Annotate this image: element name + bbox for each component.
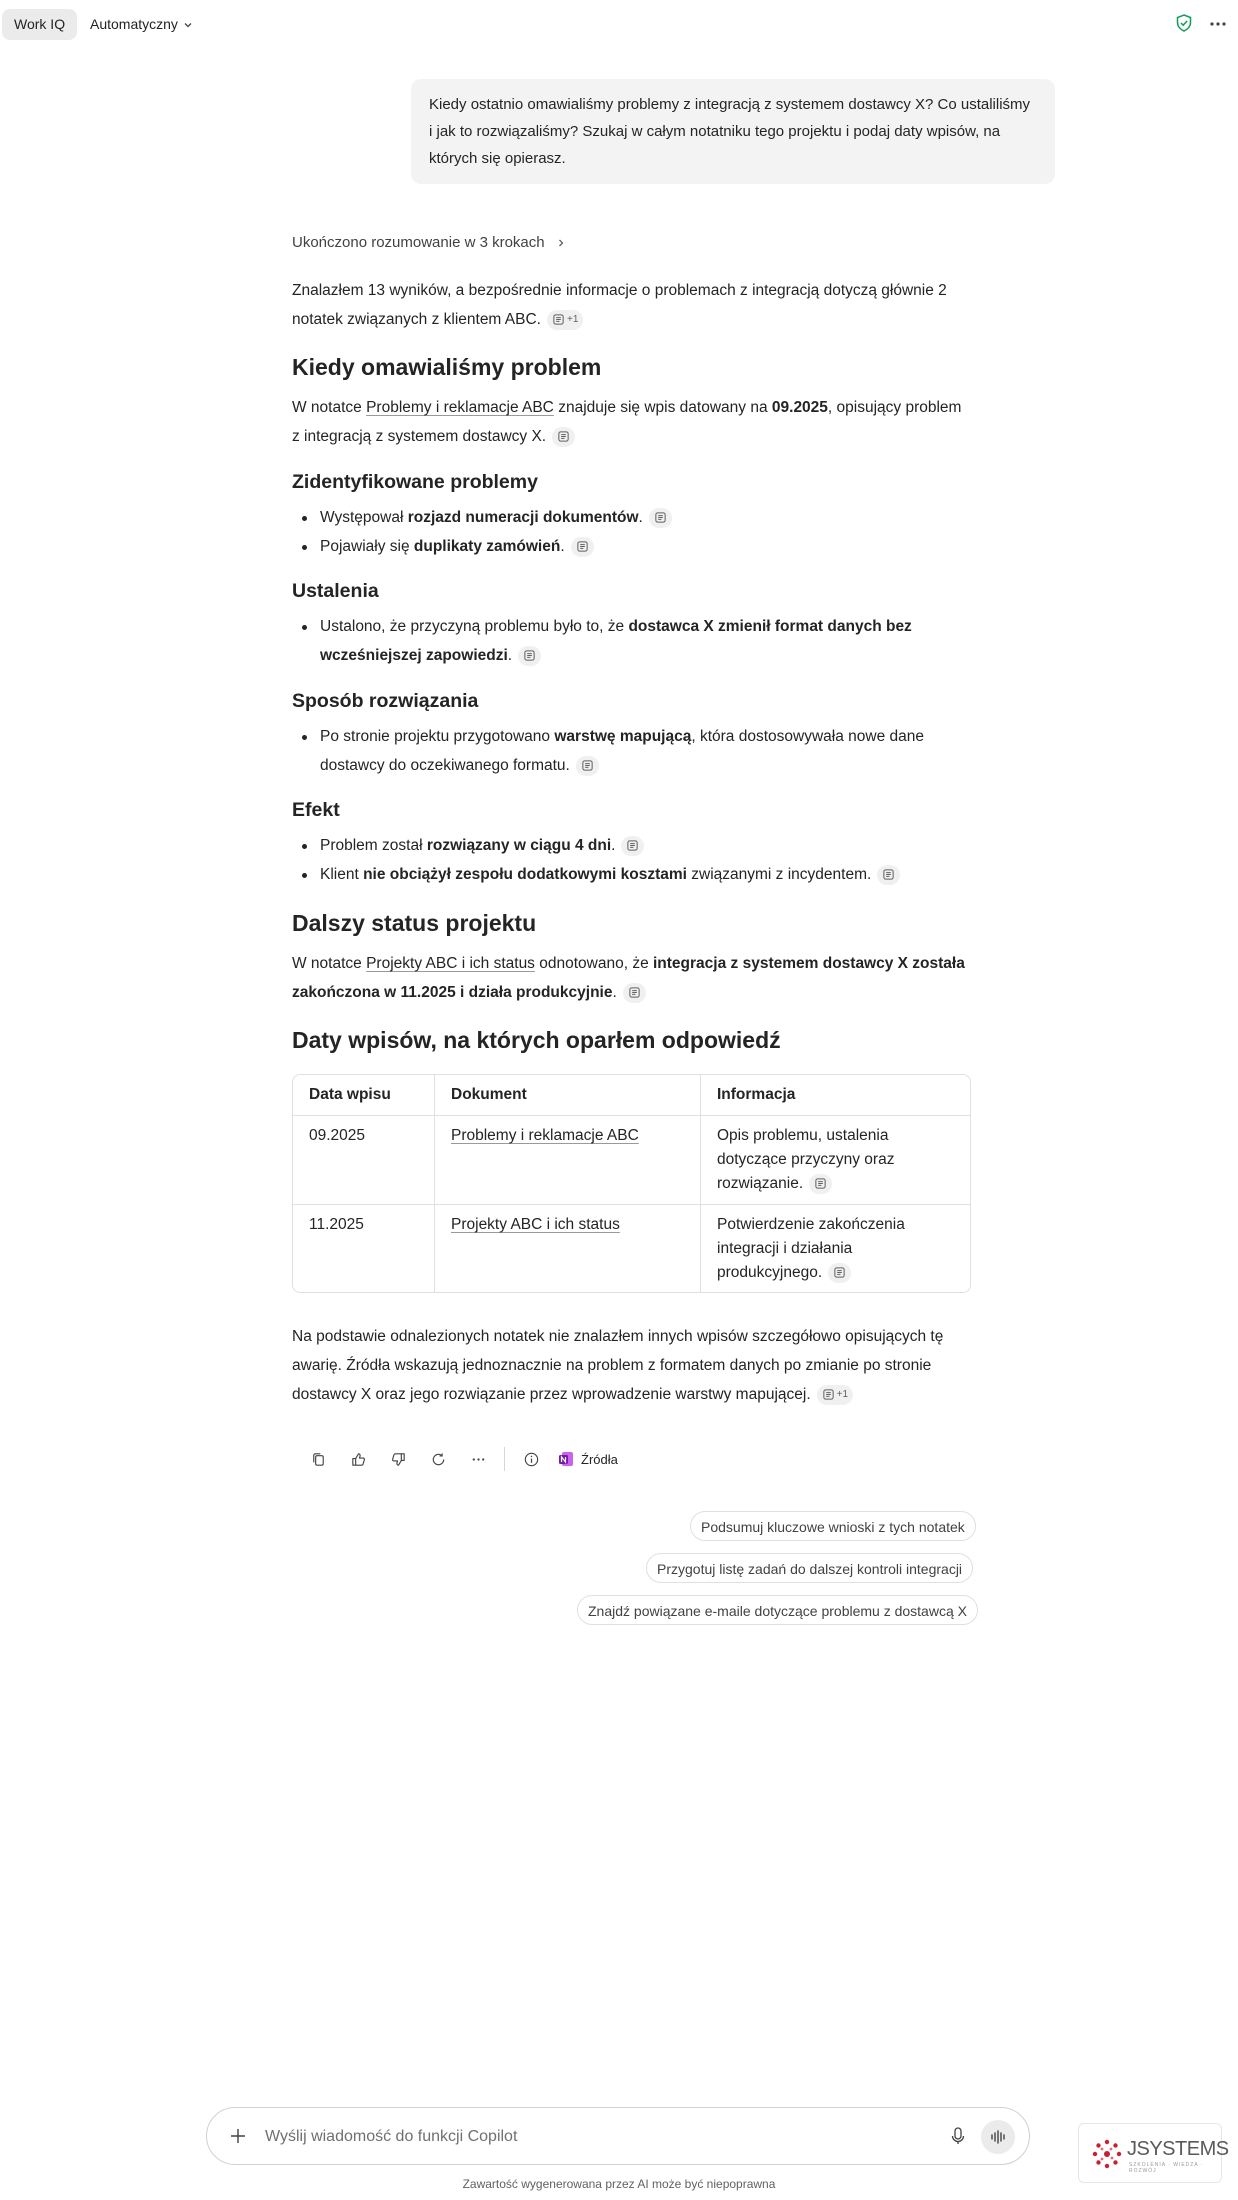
note-link-projekty[interactable]: Projekty ABC i ich status <box>366 955 535 972</box>
table-cell-date: 11.2025 <box>309 1216 364 1233</box>
info-icon <box>523 1451 540 1468</box>
citation-count: +1 <box>836 1389 849 1401</box>
entry-date: 09.2025 <box>771 399 828 416</box>
more-horizontal-icon[interactable] <box>1206 12 1230 36</box>
text-fragment: . <box>638 509 643 526</box>
thumbs-up-icon <box>350 1451 367 1468</box>
info-text: Opis problemu, ustalenia dotyczące przyczyny oraz rozwiązanie. <box>717 1127 895 1192</box>
more-actions-button[interactable] <box>458 1444 498 1474</box>
text-fragment: Klient <box>320 866 364 883</box>
notebook-icon <box>557 430 570 443</box>
table-header-row <box>293 1075 970 1115</box>
thumbs-down-icon <box>390 1451 407 1468</box>
logo-mark-icon <box>1091 2138 1123 2170</box>
suggestion-chip[interactable]: Znajdź powiązane e-maile dotyczące problemu z dostawcą X <box>577 1595 978 1625</box>
text-fragment: Pojawiały się <box>320 538 414 555</box>
notebook-icon <box>654 511 667 524</box>
text-fragment: odnotowano, że <box>534 955 653 972</box>
bold-text: nie obciążył zespołu dodatkowymi kosztami <box>363 866 687 883</box>
suggestion-chip[interactable]: Przygotuj listę zadań do dalszej kontroli integracji <box>646 1553 973 1583</box>
dislike-button[interactable] <box>378 1444 418 1474</box>
sources-button[interactable] <box>557 1450 618 1468</box>
mode-label: Automatyczny <box>90 16 178 32</box>
copy-button[interactable] <box>298 1444 338 1474</box>
citation-chip[interactable] <box>552 427 575 447</box>
text-fragment: , opisujący problem z integracją z systemem dostawcy X. <box>292 399 962 445</box>
ai-disclaimer: Zawartość wygenerowana przez AI może być niepoprawna <box>462 2177 776 2191</box>
notebook-icon <box>822 1388 835 1401</box>
citation-chip[interactable] <box>547 310 583 330</box>
logo-text: JSYSTEMS <box>1127 2138 1229 2160</box>
answer-closing <box>292 1322 972 1409</box>
top-bar <box>0 0 1238 48</box>
notebook-icon <box>523 649 536 662</box>
table-header: Dokument <box>451 1086 527 1103</box>
logo-tagline: SZKOLENIA · WIEDZA · ROZWÓJ <box>1129 2162 1204 2174</box>
copy-icon <box>310 1451 327 1468</box>
citation-count: +1 <box>566 314 579 326</box>
app-switcher-button[interactable]: Work IQ <box>2 9 77 40</box>
table-row <box>293 1115 970 1205</box>
heading-findings: Ustalenia <box>292 580 379 602</box>
text-fragment: Występował <box>320 509 408 526</box>
heading-solution: Sposób rozwiązania <box>292 690 479 712</box>
heading-identified-problems: Zidentyfikowane problemy <box>292 471 538 493</box>
table-cell-document <box>435 1116 700 1205</box>
notebook-icon <box>814 1177 827 1190</box>
text-fragment: . <box>612 984 617 1001</box>
note-link-projekty[interactable]: Projekty ABC i ich status <box>451 1216 620 1233</box>
list-item <box>320 532 970 561</box>
list-item <box>320 860 970 889</box>
text-fragment: znajduje się wpis datowany na <box>553 399 772 416</box>
table-row <box>293 1204 970 1293</box>
onenote-icon <box>557 1450 575 1468</box>
table-header: Data wpisu <box>309 1086 391 1103</box>
text-fragment: W notatce <box>292 955 367 972</box>
chevron-down-icon <box>182 19 194 31</box>
list-item <box>320 503 970 532</box>
more-icon <box>470 1451 487 1468</box>
regenerate-button[interactable] <box>418 1444 458 1474</box>
notebook-icon <box>576 540 589 553</box>
text-fragment: . <box>611 837 616 854</box>
notebook-icon <box>552 313 565 326</box>
paragraph-when-discussed <box>292 393 972 451</box>
bold-text: rozwiązany w ciągu 4 dni <box>426 837 612 854</box>
text-fragment: Po stronie projektu przygotowano <box>320 728 555 745</box>
sources-label: Źródła <box>581 1451 618 1467</box>
jsystems-logo <box>1078 2123 1229 2183</box>
plus-icon[interactable] <box>227 2125 249 2147</box>
answer-intro <box>292 276 972 334</box>
list-item <box>320 831 970 860</box>
table-cell-info <box>701 1205 971 1293</box>
citation-chip[interactable] <box>877 865 900 885</box>
bold-text: dostawca X zmienił format danych bez wcześniejszej zapowiedzi <box>320 618 912 664</box>
note-link-problemy[interactable]: Problemy i reklamacje ABC <box>451 1127 639 1144</box>
heading-when-discussed: Kiedy omawialiśmy problem <box>292 354 602 380</box>
entries-table <box>292 1074 971 1293</box>
intro-text: Znalazłem 13 wyników, a bezpośrednie informacje o problemach z integracją dotyczą głównie 2 notatek związanych z klientem ABC. <box>292 282 947 328</box>
chevron-right-icon <box>555 237 567 249</box>
notebook-icon <box>581 759 594 772</box>
citation-chip[interactable] <box>809 1174 832 1194</box>
notebook-icon <box>833 1266 846 1279</box>
mode-dropdown[interactable] <box>90 9 194 40</box>
voice-mode-button[interactable] <box>981 2120 1015 2154</box>
list-item <box>320 612 970 670</box>
closing-text: Na podstawie odnalezionych notatek nie znalazłem innych wpisów szczegółowo opisujących tę awarię. Źródła wskazują jednoznacznie na problem z formatem danych po zmianie po stronie dostawcy X oraz jego rozwiązanie przez wprowadzenie warstwy mapującej. <box>292 1328 944 1403</box>
regenerate-icon <box>430 1451 447 1468</box>
citation-chip[interactable] <box>621 836 644 856</box>
text-fragment: . <box>560 538 565 555</box>
citation-chip[interactable] <box>828 1263 851 1283</box>
notebook-icon <box>626 839 639 852</box>
text-fragment: . <box>507 647 513 664</box>
notebook-icon <box>628 986 641 999</box>
bold-text: rozjazd numeracji dokumentów <box>407 509 639 526</box>
reasoning-label: Ukończono rozumowanie w 3 krokach <box>292 234 545 251</box>
heading-project-status: Dalszy status projektu <box>292 910 537 936</box>
list-item <box>320 722 970 780</box>
shield-check-icon[interactable] <box>1174 13 1194 33</box>
citation-chip[interactable] <box>649 508 672 528</box>
citation-chip[interactable] <box>623 983 646 1003</box>
response-actions <box>298 1444 618 1474</box>
table-cell-info <box>701 1116 971 1205</box>
bold-text: integracja z systemem dostawcy X została zakończona w 11.2025 i działa produkcyjnie <box>292 955 965 1001</box>
message-composer <box>206 2107 1030 2165</box>
bold-text: duplikaty zamówień <box>413 538 561 555</box>
heading-effect: Efekt <box>292 799 340 821</box>
text-fragment: związanymi z incydentem. <box>686 866 872 883</box>
user-message: Kiedy ostatnio omawialiśmy problemy z integracją z systemem dostawcy X? Co ustaliliśmy i jak to rozwiązaliśmy? Szukaj w całym notatniku tego projektu i podaj daty wpisów, na których się opierasz. <box>411 79 1055 184</box>
notebook-icon <box>882 868 895 881</box>
like-button[interactable] <box>338 1444 378 1474</box>
text-fragment: , która dostosowywała nowe dane dostawcy do oczekiwanego formatu. <box>320 728 924 774</box>
microphone-icon[interactable] <box>947 2125 969 2147</box>
table-header: Informacja <box>717 1086 796 1103</box>
table-cell-date: 09.2025 <box>309 1127 366 1144</box>
text-fragment: W notatce <box>292 399 367 416</box>
waveform-icon <box>989 2128 1007 2146</box>
note-link-problemy[interactable]: Problemy i reklamacje ABC <box>366 399 554 416</box>
paragraph-project-status <box>292 949 972 1007</box>
text-fragment: Problem został <box>320 837 427 854</box>
heading-entry-dates: Daty wpisów, na których oparłem odpowiedź <box>292 1027 781 1053</box>
text-fragment: Ustalono, że przyczyną problemu było to, że <box>320 618 629 635</box>
message-input[interactable] <box>263 2122 827 2152</box>
citation-chip[interactable] <box>571 537 594 557</box>
citation-chip[interactable] <box>518 646 541 666</box>
info-text: Potwierdzenie zakończenia integracji i działania produkcyjnego. <box>717 1216 905 1281</box>
suggestion-chip[interactable]: Podsumuj kluczowe wnioski z tych notatek <box>690 1511 976 1541</box>
bold-text: warstwę mapującą <box>554 728 692 745</box>
citation-chip[interactable] <box>576 756 599 776</box>
citation-chip[interactable] <box>817 1385 853 1405</box>
reasoning-toggle[interactable] <box>292 234 567 251</box>
table-cell-document <box>435 1205 700 1293</box>
info-button[interactable] <box>511 1444 551 1474</box>
divider <box>504 1447 505 1471</box>
